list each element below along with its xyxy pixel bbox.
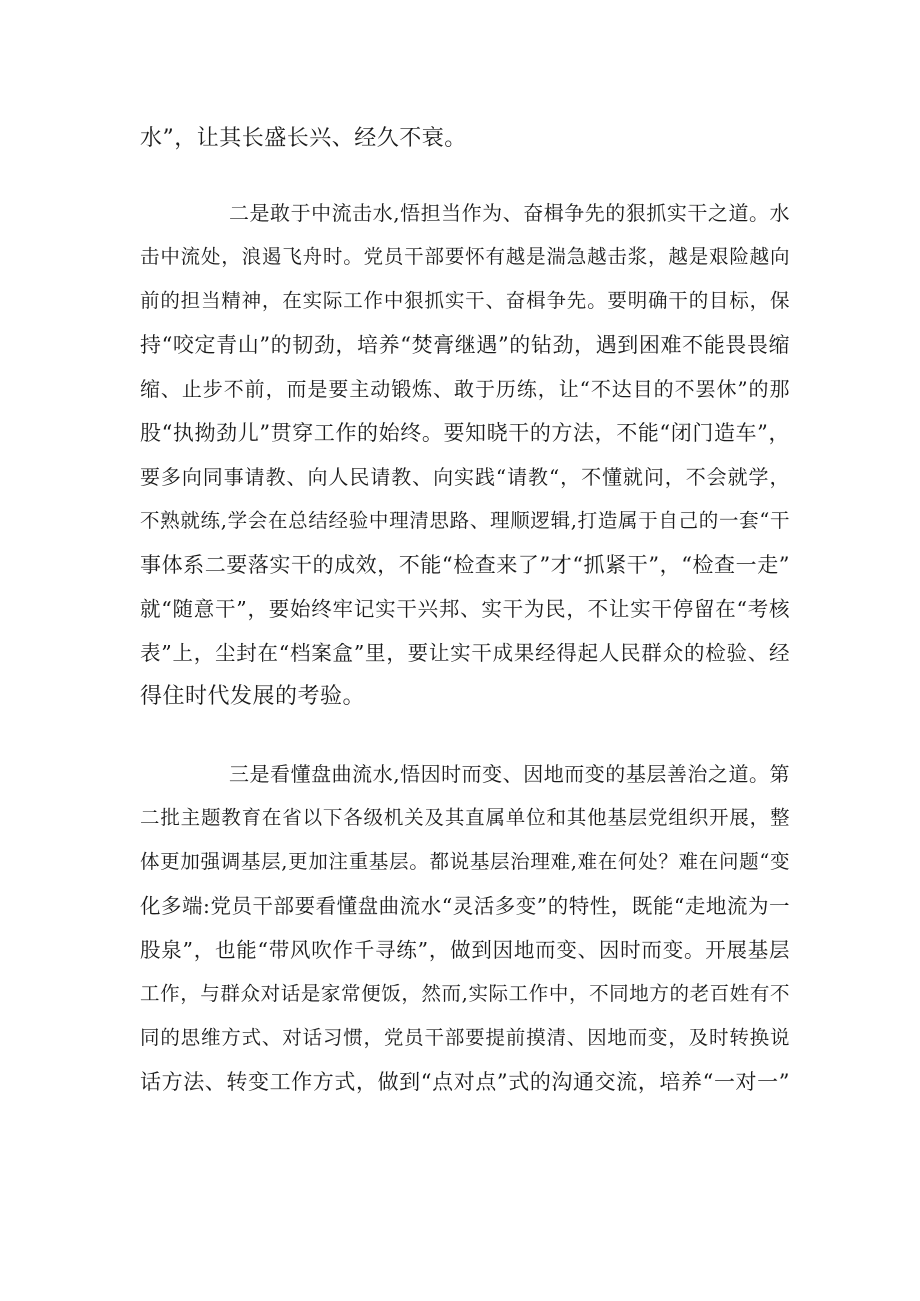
paragraph-3-line-4: 化多端:党员干部要看懂盘曲流水“灵活多变”的特性，既能“走地流为一 <box>140 894 790 918</box>
paragraph-3-line-5: 股泉”，也能“带风吹作千寻练”，做到因地而变、因时而变。开展基层 <box>140 938 790 962</box>
paragraph-2-line-2: 击中流处，浪遏飞舟时。党员干部要怀有越是湍急越击浆，越是艰险越向 <box>140 245 790 268</box>
paragraph-2-line-3: 前的担当精神，在实际工作中狠抓实干、奋楫争先。要明确干的目标，保 <box>140 289 790 312</box>
paragraph-3-line-2: 二批主题教育在省以下各级机关及其直属单位和其他基层党组织开展，整 <box>140 806 790 829</box>
paragraph-1-line-1: 水”，让其长盛长兴、经久不衰。 <box>140 126 467 151</box>
paragraph-3-line-1: 三是看懂盘曲流水,悟因时而变、因地而变的基层善治之道。第 <box>229 762 790 786</box>
paragraph-3-line-8: 话方法、转变工作方式，做到“点对点”式的沟通交流，培养“一对一” <box>140 1070 790 1094</box>
paragraph-3-line-7: 同的思维方式、对话习惯，党员干部要提前摸清、因地而变，及时转换说 <box>140 1026 790 1049</box>
paragraph-2-line-6: 股“执拗劲儿”贯穿工作的始终。要知晓干的方法，不能“闭门造车”， <box>140 421 790 445</box>
paragraph-3-line-6: 工作，与群众对话是家常便饭，然而,实际工作中，不同地方的老百姓有不 <box>140 982 790 1005</box>
paragraph-2-line-8: 不熟就练,学会在总结经验中理清思路、理顺逻辑,打造属于自己的一套“干 <box>140 509 790 532</box>
paragraph-2-line-9: 事体系二要落实干的成效，不能“检查来了”才“抓紧干”，“检查一走” <box>140 553 790 577</box>
paragraph-2-line-7: 要多向同事请教、向人民请教、向实践“请教“，不懂就问，不会就学， <box>140 465 790 489</box>
paragraph-3-line-3: 体更加强调基层,更加注重基层。都说基层治理难,难在何处？难在问题“变 <box>140 850 790 873</box>
paragraph-2-line-5: 缩、止步不前，而是要主动锻炼、敢于历练，让“不达目的不罢休”的那 <box>140 377 790 401</box>
paragraph-2-line-11: 表”上，尘封在“档案盒”里，要让实干成果经得起人民群众的检验、经 <box>140 641 790 665</box>
paragraph-2-line-12: 得住时代发展的考验。 <box>140 684 366 709</box>
paragraph-2-line-4: 持“咬定青山”的韧劲，培养“焚膏继遇”的钻劲，遇到困难不能畏畏缩 <box>140 333 790 357</box>
paragraph-2-line-10: 就“随意干”，要始终牢记实干兴邦、实干为民，不让实干停留在“考核 <box>140 597 790 621</box>
paragraph-2-line-1: 二是敢于中流击水,悟担当作为、奋楫争先的狠抓实干之道。水 <box>229 201 790 225</box>
